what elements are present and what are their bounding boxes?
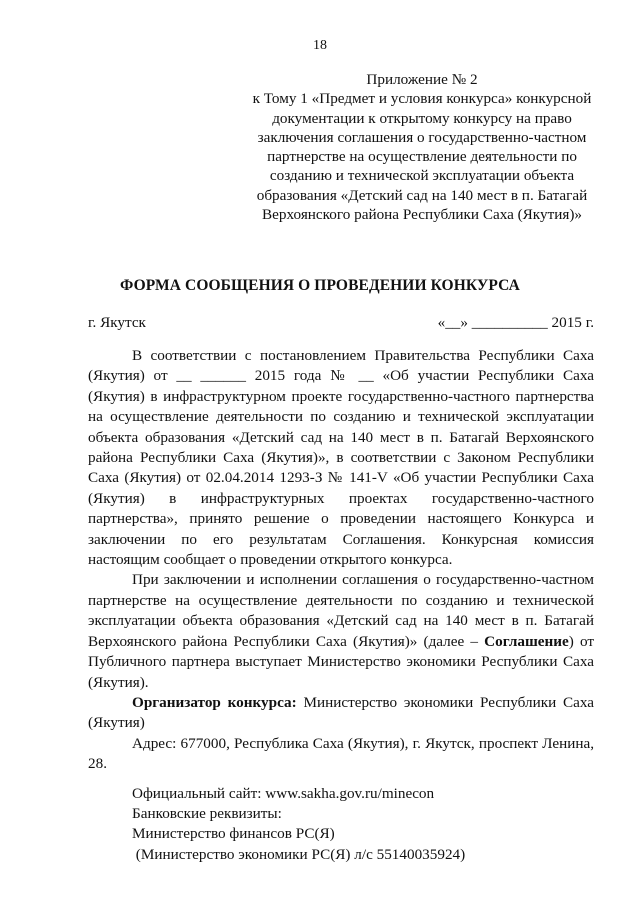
annex-line: созданию и технической эксплуатации объекта: [269, 167, 575, 185]
paragraph-partner: [88, 570, 594, 692]
annex-line: Приложение № 2: [366, 71, 478, 88]
organizer-line: [88, 693, 594, 734]
annex-line: Верхоянского района Республики Саха (Якутия)»: [262, 206, 582, 224]
annex-line: партнерстве на осуществление деятельности по: [267, 148, 577, 166]
annex-line: к Тому 1 «Предмет и условия конкурса» конкурсной: [252, 90, 592, 108]
organizer-value: Министерство экономики Республики Саха (Якутия): [88, 693, 595, 732]
bank-line: Министерство финансов РС(Я): [132, 825, 335, 843]
website-line: Официальный сайт: www.sakha.gov.ru/minecon: [132, 784, 435, 802]
organizer-label: Организатор конкурса:: [132, 693, 297, 711]
city: г. Якутск: [88, 314, 146, 331]
document-body: [88, 346, 594, 865]
page-number: 18: [313, 38, 327, 53]
bank-line: (Министерство экономики РС(Я) л/с 55140035924): [132, 845, 466, 863]
document-title: ФОРМА СООБЩЕНИЯ О ПРОВЕДЕНИИ КОНКУРСА: [120, 277, 520, 294]
annex-line: заключения соглашения о государственно-частном: [257, 128, 587, 146]
annex-line: образования «Детский сад на 140 мест в п. Батагай: [256, 186, 588, 204]
annex-header: [234, 70, 610, 224]
paragraph-resolution: В соответствии с постановлением Правительства Республики Саха (Якутия) от __ ______ 2015 года № __ «Об участии Республики Саха (Якутия) в инфраструктурном проекте государственно-частного партнерства на осуществление деятельности по созданию и технической эксплуатации объекта образования «Детский сад на 140 мест в п. Батагай Верхоянского района Республики Саха (Якутия)», в соответствии с Законом Республики Саха (Якутия) от 02.04.2014 1293-З № 141-V «Об участии Республики Саха (Якутия) в инфраструктурных проектах государственно-частного партнерства», принято решение о проведении настоящего Конкурса и заключении по его результатам Соглашения. Конкурсная комиссия настоящим сообщает о проведении открытого конкурса.: [88, 347, 594, 569]
address-line: Адрес: 677000, Республика Саха (Якутия), г. Якутск, проспект Ленина, 28.: [88, 734, 594, 773]
date-line: «__» __________ 2015 г.: [437, 314, 594, 331]
annex-line: документации к открытому конкурсу на право: [272, 109, 572, 127]
bank-label: Банковские реквизиты:: [132, 804, 282, 822]
agreement-term: Соглашение: [484, 632, 569, 650]
paragraph-partner-text: При заключении и исполнении соглашения о государственно-частном партнерстве на осуществление деятельности по созданию и технической эксплуатации объекта образования «Детский сад на 140 мест в п. Батагай Верхоянского района Республики Саха (Якутия)» (далее –: [88, 571, 594, 650]
paragraph-partner-tail: ) от Публичного партнера выступает Министерство экономики Республики Саха (Якутия).: [88, 632, 594, 691]
